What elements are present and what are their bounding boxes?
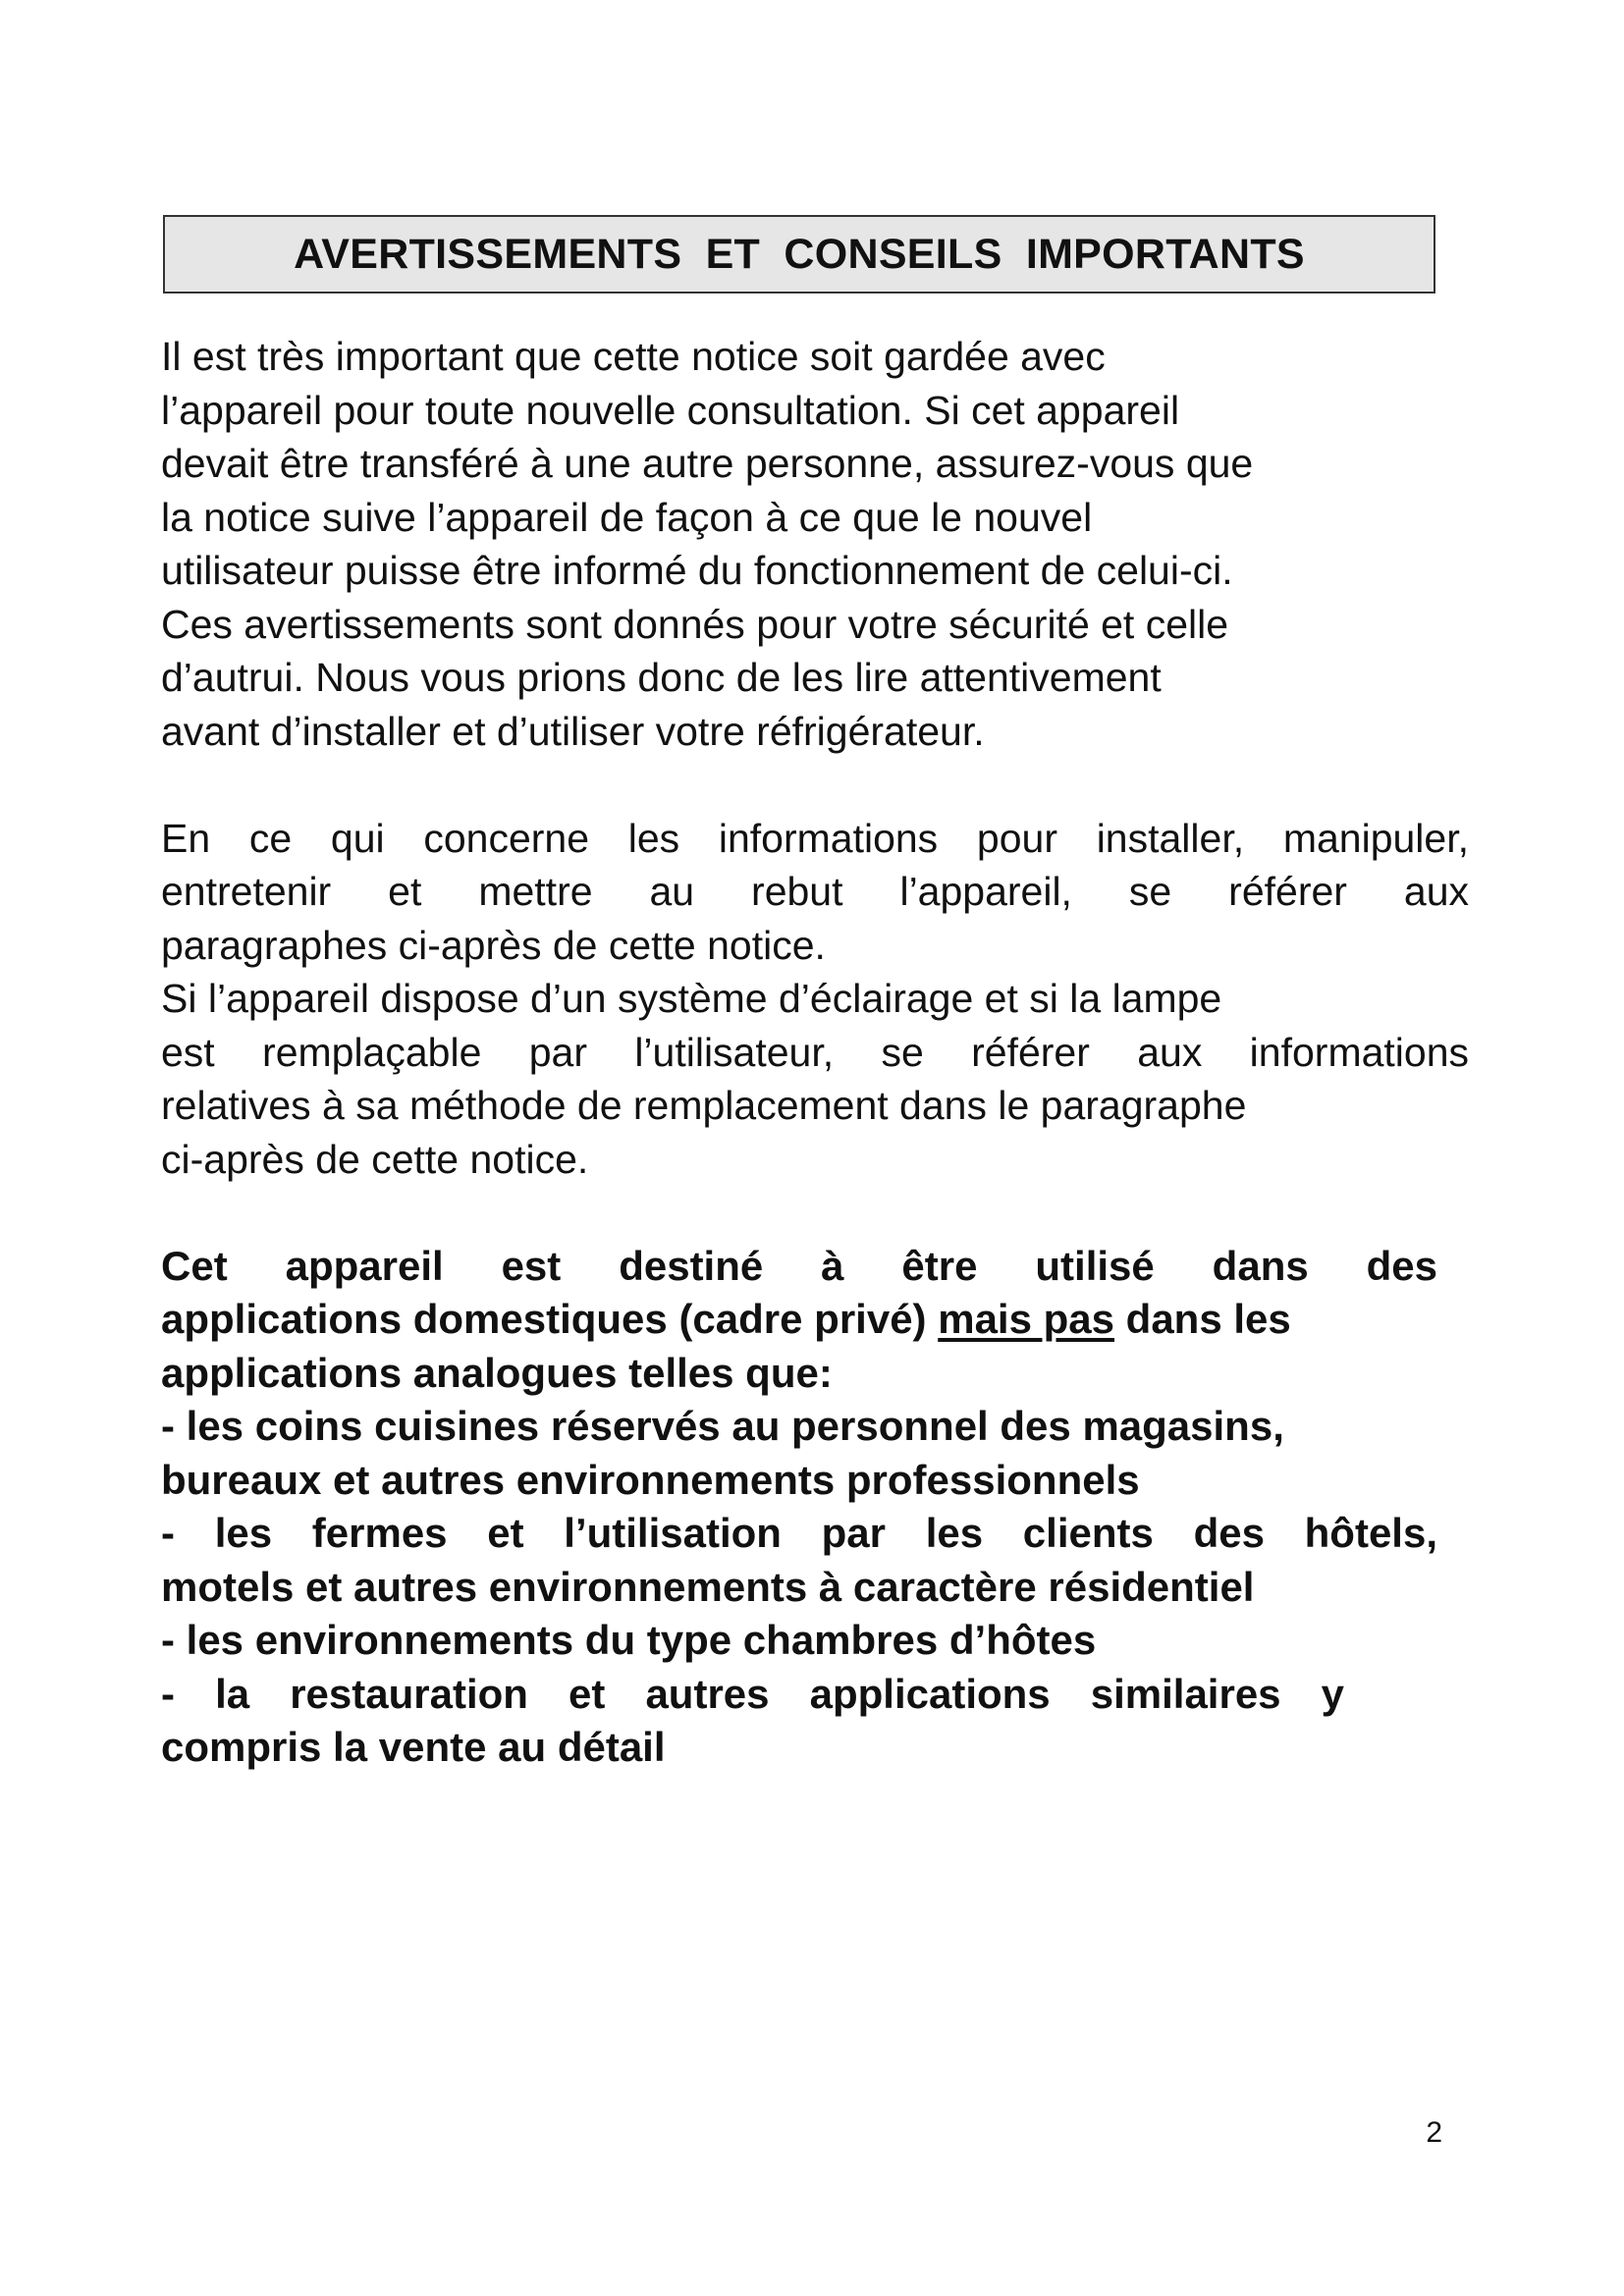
text-line: Si l’appareil dispose d’un système d’éclairage et si la lampe — [161, 976, 1222, 1021]
text-line: relatives à sa méthode de remplacement dans le paragraphe — [161, 1083, 1247, 1128]
text-line: utilisateur puisse être informé du fonctionnement de celui-ci. — [161, 548, 1233, 593]
text-line: Cet appareil est destiné à être utilisé dans des — [161, 1242, 1437, 1289]
text-line: applications analogues telles que: — [161, 1349, 833, 1396]
list-item: - les environnements du type chambres d’hôtes — [161, 1617, 1097, 1663]
page-number: 2 — [1426, 2116, 1442, 2149]
text-line: entretenir et mettre au rebut l’appareil, se référer aux — [161, 869, 1469, 914]
text-line: Il est très important que cette notice soit gardée avec — [161, 334, 1106, 379]
text-line: devait être transféré à une autre personne, assurez-vous que — [161, 441, 1254, 486]
text-line: la notice suive l’appareil de façon à ce que le nouvel — [161, 494, 1093, 540]
text-line: motels et autres environnements à caractère résidentiel — [161, 1563, 1255, 1610]
text-segment: applications domestiques (cadre privé) — [161, 1296, 939, 1342]
text-line: est remplaçable par l’utilisateur, se référer aux informations — [161, 1029, 1469, 1075]
page-title: AVERTISSEMENTS ET CONSEILS IMPORTANTS — [294, 230, 1305, 278]
text-line: d’autrui. Nous vous prions donc de les lire attentivement — [161, 655, 1162, 700]
list-item: - les fermes et l’utilisation par les clients des hôtels, — [161, 1510, 1437, 1556]
text-line: Ces avertissements sont donnés pour votre sécurité et celle — [161, 601, 1229, 647]
document-body — [161, 330, 1469, 1775]
text-segment: dans les — [1114, 1296, 1291, 1342]
text-line: paragraphes ci-après de cette notice. — [161, 922, 826, 968]
text-line: l’appareil pour toute nouvelle consultation. Si cet appareil — [161, 387, 1180, 433]
text-line: En ce qui concerne les informations pour installer, manipuler, — [161, 815, 1469, 861]
text-line: ci-après de cette notice. — [161, 1136, 589, 1182]
paragraph-conservation-notice — [161, 330, 1437, 758]
text-line: bureaux et autres environnements professionnels — [161, 1456, 1140, 1503]
title-box — [163, 215, 1435, 294]
list-item: - les coins cuisines réservés au personnel des magasins, — [161, 1403, 1284, 1449]
list-item: - la restauration et autres applications similaires y — [161, 1670, 1344, 1717]
text-line: avant d’installer et d’utiliser votre réfrigérateur. — [161, 708, 985, 754]
paragraph-domestic-use-warning — [161, 1240, 1437, 1775]
paragraph-installation-info — [161, 812, 1469, 1187]
text-line — [161, 1293, 1437, 1347]
text-line: compris la vente au détail — [161, 1724, 666, 1770]
underlined-emphasis: mais pas — [938, 1296, 1114, 1342]
